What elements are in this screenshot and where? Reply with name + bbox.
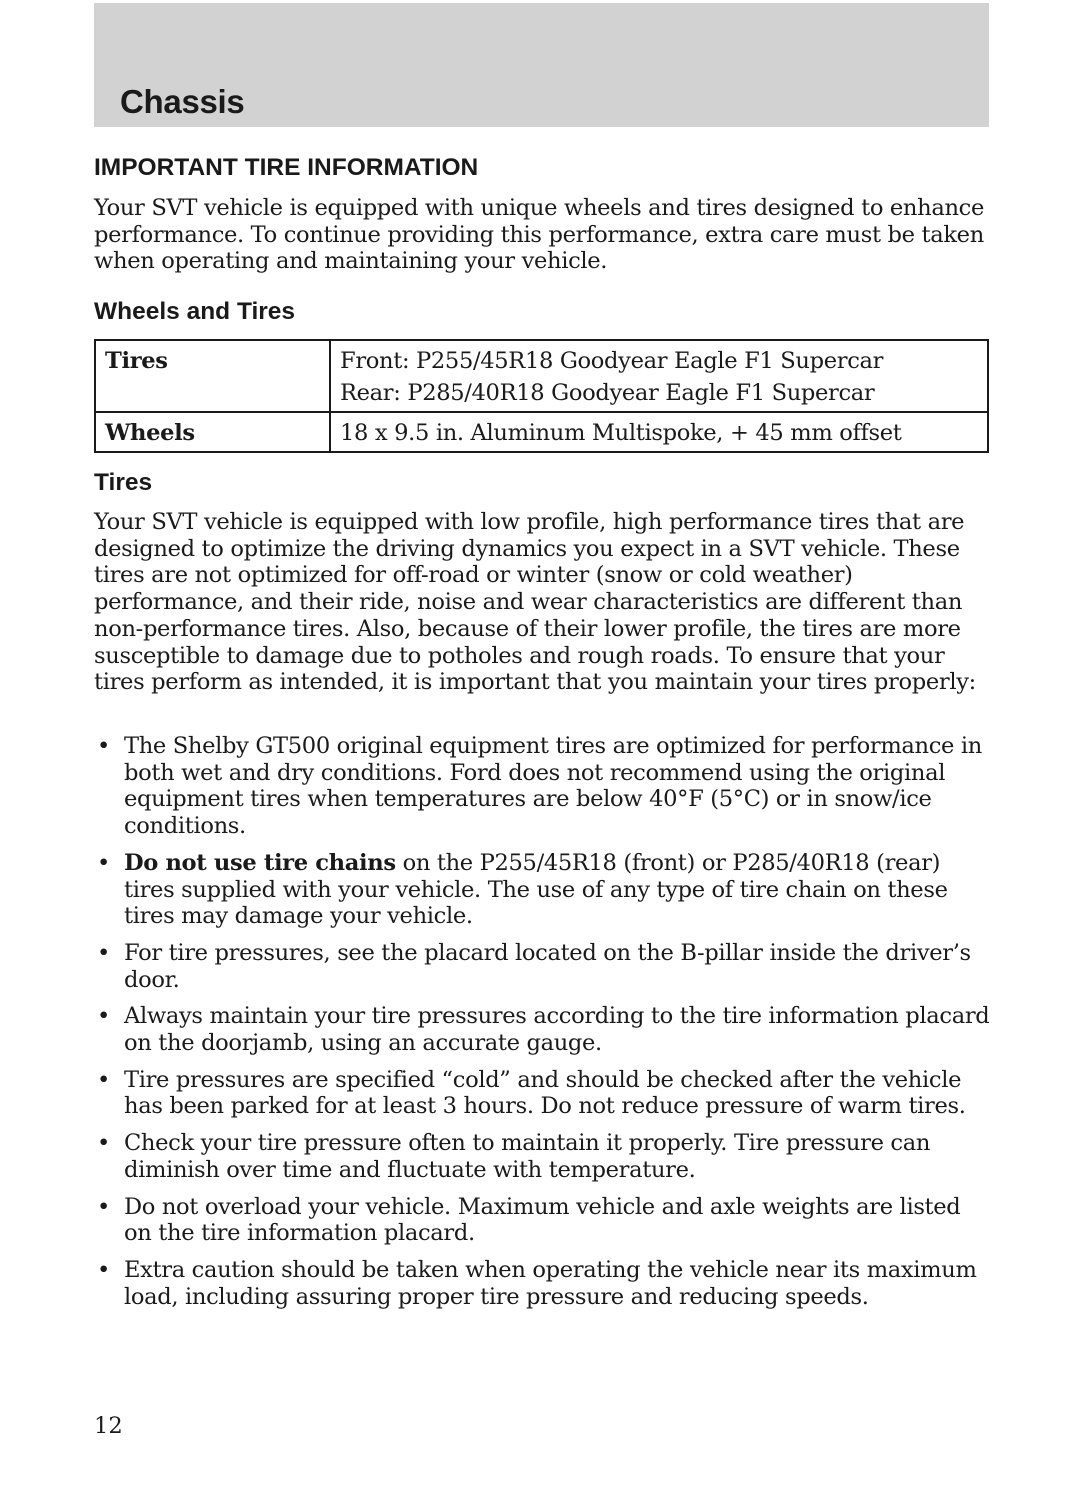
tires-label-cell: Tires [95, 340, 330, 412]
bullet-text: The Shelby GT500 original equipment tires are optimized for performance in both wet and dry conditions. Ford does not recommend using the original equipment tires when temperatures are below 40°F (5°C) or in snow/ice conditions. [124, 733, 982, 840]
wheels-value-cell: 18 x 9.5 in. Aluminum Multispoke, + 45 mm offset [330, 412, 988, 452]
bullet-icon: • [97, 849, 110, 876]
list-item [94, 940, 994, 993]
bullet-text: Do not overload your vehicle. Maximum vehicle and axle weights are listed on the tire information placard. [124, 1193, 961, 1247]
tire-care-bullet-list [94, 733, 994, 1310]
list-item [94, 1003, 994, 1056]
list-item [94, 733, 994, 840]
bullet-icon: • [97, 733, 110, 759]
bullet-icon: • [97, 1130, 110, 1157]
important-tire-info-heading: IMPORTANT TIRE INFORMATION [94, 154, 479, 181]
bullet-text: For tire pressures, see the placard located on the B-pillar inside the driver’s door. [124, 939, 971, 993]
bullet-text: on the P255/45R18 (front) or P285/40R18 (rear) tires supplied with your vehicle. The use of any type of tire chain on these tires may damage your vehicle. [124, 849, 948, 930]
list-item [94, 850, 994, 930]
list-item [94, 1067, 994, 1120]
section-title: Chassis [120, 83, 245, 120]
bullet-icon: • [97, 1066, 110, 1093]
tires-value-cell [330, 340, 988, 412]
bullet-text: Tire pressures are specified “cold” and should be checked after the vehicle has been parked for at least 3 hours. Do not reduce pressure of warm tires. [124, 1066, 966, 1120]
list-item [94, 1130, 994, 1183]
wheels-label-cell: Wheels [95, 412, 330, 452]
bullet-icon: • [97, 939, 110, 966]
table-row-tires [95, 340, 988, 412]
bullet-bold-lead: Do not use tire chains [124, 849, 396, 876]
tires-rear-spec: Rear: P285/40R18 Goodyear Eagle F1 Supercar [340, 380, 875, 406]
bullet-text: Always maintain your tire pressures according to the tire information placard on the doorjamb, using an accurate gauge. [124, 1003, 990, 1057]
tires-front-spec: Front: P255/45R18 Goodyear Eagle F1 Supercar [340, 348, 884, 374]
tires-heading: Tires [94, 469, 153, 496]
bullet-icon: • [97, 1193, 110, 1220]
table-row-wheels [95, 412, 988, 452]
wheels-and-tires-heading: Wheels and Tires [94, 298, 296, 325]
list-item [94, 1257, 994, 1310]
tires-paragraph: Your SVT vehicle is equipped with low profile, high performance tires that are designed to optimize the driving dynamics you expect in a SVT vehicle. These tires are not optimized for off-road or winter (snow or cold weather) performance, and their ride, noise and wear characteristics are different than non-performance tires. Also, because of their lower profile, the tires are more susceptible to damage due to potholes and rough roads. To ensure that your tires perform as intended, it is important that you maintain your tires properly: [94, 509, 976, 696]
bullet-icon: • [97, 1256, 110, 1283]
bullet-text: Check your tire pressure often to maintain it properly. Tire pressure can diminish over time and fluctuate with temperature. [124, 1130, 931, 1183]
bullet-icon: • [97, 1003, 110, 1030]
wheels-tires-spec-table [94, 339, 989, 453]
page-number: 12 [94, 1413, 123, 1439]
bullet-text: Extra caution should be taken when operating the vehicle near its maximum load, including assuring proper tire pressure and reducing speeds. [124, 1256, 977, 1310]
list-item [94, 1194, 994, 1247]
section-header-band [94, 3, 989, 127]
important-intro-paragraph: Your SVT vehicle is equipped with unique wheels and tires designed to enhance performance. To continue providing this performance, extra care must be taken when operating and maintaining your vehicle. [94, 195, 984, 275]
